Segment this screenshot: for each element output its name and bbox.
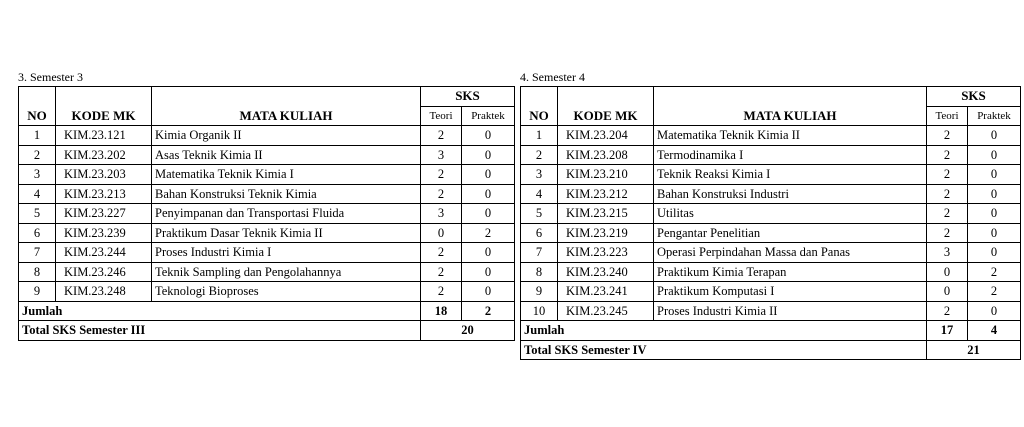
header-mata-kuliah: MATA KULIAH: [152, 87, 421, 126]
course-row: [19, 282, 515, 302]
semester-3-section: [18, 70, 515, 341]
course-row: [521, 262, 1021, 282]
course-teori: 2: [927, 204, 968, 224]
course-no: 4: [19, 184, 56, 204]
course-code: KIM.23.210: [558, 165, 654, 185]
course-no: 8: [19, 262, 56, 282]
course-no: 6: [521, 223, 558, 243]
semester-4-rows: [521, 126, 1021, 321]
course-no: 9: [521, 282, 558, 302]
header-teori: Teori: [421, 106, 462, 126]
course-praktek: 0: [968, 184, 1021, 204]
course-praktek: 0: [462, 165, 515, 185]
course-name: Praktikum Kimia Terapan: [654, 262, 927, 282]
course-name: Bahan Konstruksi Teknik Kimia: [152, 184, 421, 204]
jumlah-row: [19, 301, 515, 321]
course-no: 2: [521, 145, 558, 165]
semester-3-table: [18, 86, 515, 341]
course-praktek: 2: [462, 223, 515, 243]
course-praktek: 0: [462, 184, 515, 204]
course-row: [19, 223, 515, 243]
course-no: 10: [521, 301, 558, 321]
course-code: KIM.23.203: [56, 165, 152, 185]
course-code: KIM.23.215: [558, 204, 654, 224]
course-code: KIM.23.202: [56, 145, 152, 165]
course-teori: 2: [927, 184, 968, 204]
total-row: [19, 321, 515, 341]
course-no: 7: [521, 243, 558, 263]
course-name: Kimia Organik II: [152, 126, 421, 146]
header-praktek: Praktek: [462, 106, 515, 126]
semester-3-title: 3. Semester 3: [18, 70, 83, 84]
header-praktek: Praktek: [968, 106, 1021, 126]
total-value: 21: [927, 340, 1021, 360]
course-praktek: 0: [968, 301, 1021, 321]
semester-4-title: 4. Semester 4: [520, 70, 585, 84]
course-no: 5: [19, 204, 56, 224]
course-code: KIM.23.223: [558, 243, 654, 263]
course-no: 1: [19, 126, 56, 146]
course-row: [521, 165, 1021, 185]
semester-4-section: [520, 70, 1021, 360]
header-mata-kuliah: MATA KULIAH: [654, 87, 927, 126]
header-sks: SKS: [927, 87, 1021, 107]
jumlah-teori: 17: [927, 321, 968, 341]
header-kode-mk: KODE MK: [558, 87, 654, 126]
course-praktek: 2: [968, 282, 1021, 302]
course-row: [521, 243, 1021, 263]
course-row: [19, 262, 515, 282]
course-code: KIM.23.245: [558, 301, 654, 321]
total-label: Total SKS Semester III: [19, 321, 421, 341]
course-row: [521, 301, 1021, 321]
course-praktek: 2: [968, 262, 1021, 282]
course-teori: 3: [421, 204, 462, 224]
course-row: [19, 145, 515, 165]
course-code: KIM.23.239: [56, 223, 152, 243]
header-no: NO: [19, 87, 56, 126]
course-name: Teknik Sampling dan Pengolahannya: [152, 262, 421, 282]
course-praktek: 0: [968, 204, 1021, 224]
course-code: KIM.23.246: [56, 262, 152, 282]
course-teori: 2: [927, 301, 968, 321]
course-name: Termodinamika I: [654, 145, 927, 165]
semester-4-table: [520, 86, 1021, 360]
course-row: [521, 282, 1021, 302]
course-teori: 0: [927, 282, 968, 302]
course-code: KIM.23.244: [56, 243, 152, 263]
course-row: [19, 165, 515, 185]
course-code: KIM.23.219: [558, 223, 654, 243]
course-name: Operasi Perpindahan Massa dan Panas: [654, 243, 927, 263]
total-label: Total SKS Semester IV: [521, 340, 927, 360]
course-row: [19, 184, 515, 204]
course-name: Utilitas: [654, 204, 927, 224]
course-row: [521, 145, 1021, 165]
course-code: KIM.23.121: [56, 126, 152, 146]
course-teori: 2: [421, 126, 462, 146]
course-row: [19, 126, 515, 146]
course-praktek: 0: [462, 262, 515, 282]
course-praktek: 0: [968, 243, 1021, 263]
course-name: Praktikum Dasar Teknik Kimia II: [152, 223, 421, 243]
course-name: Proses Industri Kimia II: [654, 301, 927, 321]
course-row: [521, 204, 1021, 224]
course-code: KIM.23.204: [558, 126, 654, 146]
course-teori: 0: [927, 262, 968, 282]
course-row: [521, 126, 1021, 146]
course-no: 3: [521, 165, 558, 185]
course-teori: 2: [927, 223, 968, 243]
course-teori: 3: [927, 243, 968, 263]
course-teori: 2: [421, 165, 462, 185]
course-teori: 3: [421, 145, 462, 165]
jumlah-label: Jumlah: [19, 301, 421, 321]
header-kode-mk: KODE MK: [56, 87, 152, 126]
course-praktek: 0: [462, 126, 515, 146]
course-code: KIM.23.213: [56, 184, 152, 204]
course-name: Teknik Reaksi Kimia I: [654, 165, 927, 185]
course-praktek: 0: [968, 223, 1021, 243]
course-row: [521, 223, 1021, 243]
course-teori: 2: [421, 243, 462, 263]
course-praktek: 0: [462, 243, 515, 263]
course-name: Penyimpanan dan Transportasi Fluida: [152, 204, 421, 224]
header-no: NO: [521, 87, 558, 126]
course-code: KIM.23.208: [558, 145, 654, 165]
course-no: 9: [19, 282, 56, 302]
jumlah-label: Jumlah: [521, 321, 927, 341]
course-code: KIM.23.240: [558, 262, 654, 282]
course-name: Pengantar Penelitian: [654, 223, 927, 243]
course-name: Praktikum Komputasi I: [654, 282, 927, 302]
total-value: 20: [421, 321, 515, 341]
course-teori: 2: [927, 145, 968, 165]
semester-3-rows: [19, 126, 515, 302]
course-no: 6: [19, 223, 56, 243]
course-teori: 2: [421, 262, 462, 282]
course-no: 8: [521, 262, 558, 282]
course-code: KIM.23.212: [558, 184, 654, 204]
course-teori: 2: [927, 165, 968, 185]
course-name: Teknologi Bioproses: [152, 282, 421, 302]
course-praktek: 0: [462, 145, 515, 165]
course-praktek: 0: [968, 145, 1021, 165]
course-name: Matematika Teknik Kimia I: [152, 165, 421, 185]
course-name: Matematika Teknik Kimia II: [654, 126, 927, 146]
header-sks: SKS: [421, 87, 515, 107]
course-no: 1: [521, 126, 558, 146]
course-code: KIM.23.227: [56, 204, 152, 224]
course-praktek: 0: [462, 204, 515, 224]
jumlah-praktek: 2: [462, 301, 515, 321]
course-no: 7: [19, 243, 56, 263]
course-code: KIM.23.248: [56, 282, 152, 302]
course-no: 4: [521, 184, 558, 204]
total-row: [521, 340, 1021, 360]
course-no: 2: [19, 145, 56, 165]
course-row: [19, 243, 515, 263]
course-teori: 0: [421, 223, 462, 243]
course-name: Proses Industri Kimia I: [152, 243, 421, 263]
jumlah-row: [521, 321, 1021, 341]
course-name: Asas Teknik Kimia II: [152, 145, 421, 165]
course-no: 3: [19, 165, 56, 185]
course-no: 5: [521, 204, 558, 224]
course-code: KIM.23.241: [558, 282, 654, 302]
jumlah-praktek: 4: [968, 321, 1021, 341]
course-name: Bahan Konstruksi Industri: [654, 184, 927, 204]
course-praktek: 0: [462, 282, 515, 302]
course-praktek: 0: [968, 165, 1021, 185]
jumlah-teori: 18: [421, 301, 462, 321]
course-teori: 2: [421, 282, 462, 302]
course-teori: 2: [421, 184, 462, 204]
course-row: [521, 184, 1021, 204]
course-teori: 2: [927, 126, 968, 146]
header-teori: Teori: [927, 106, 968, 126]
course-row: [19, 204, 515, 224]
course-praktek: 0: [968, 126, 1021, 146]
